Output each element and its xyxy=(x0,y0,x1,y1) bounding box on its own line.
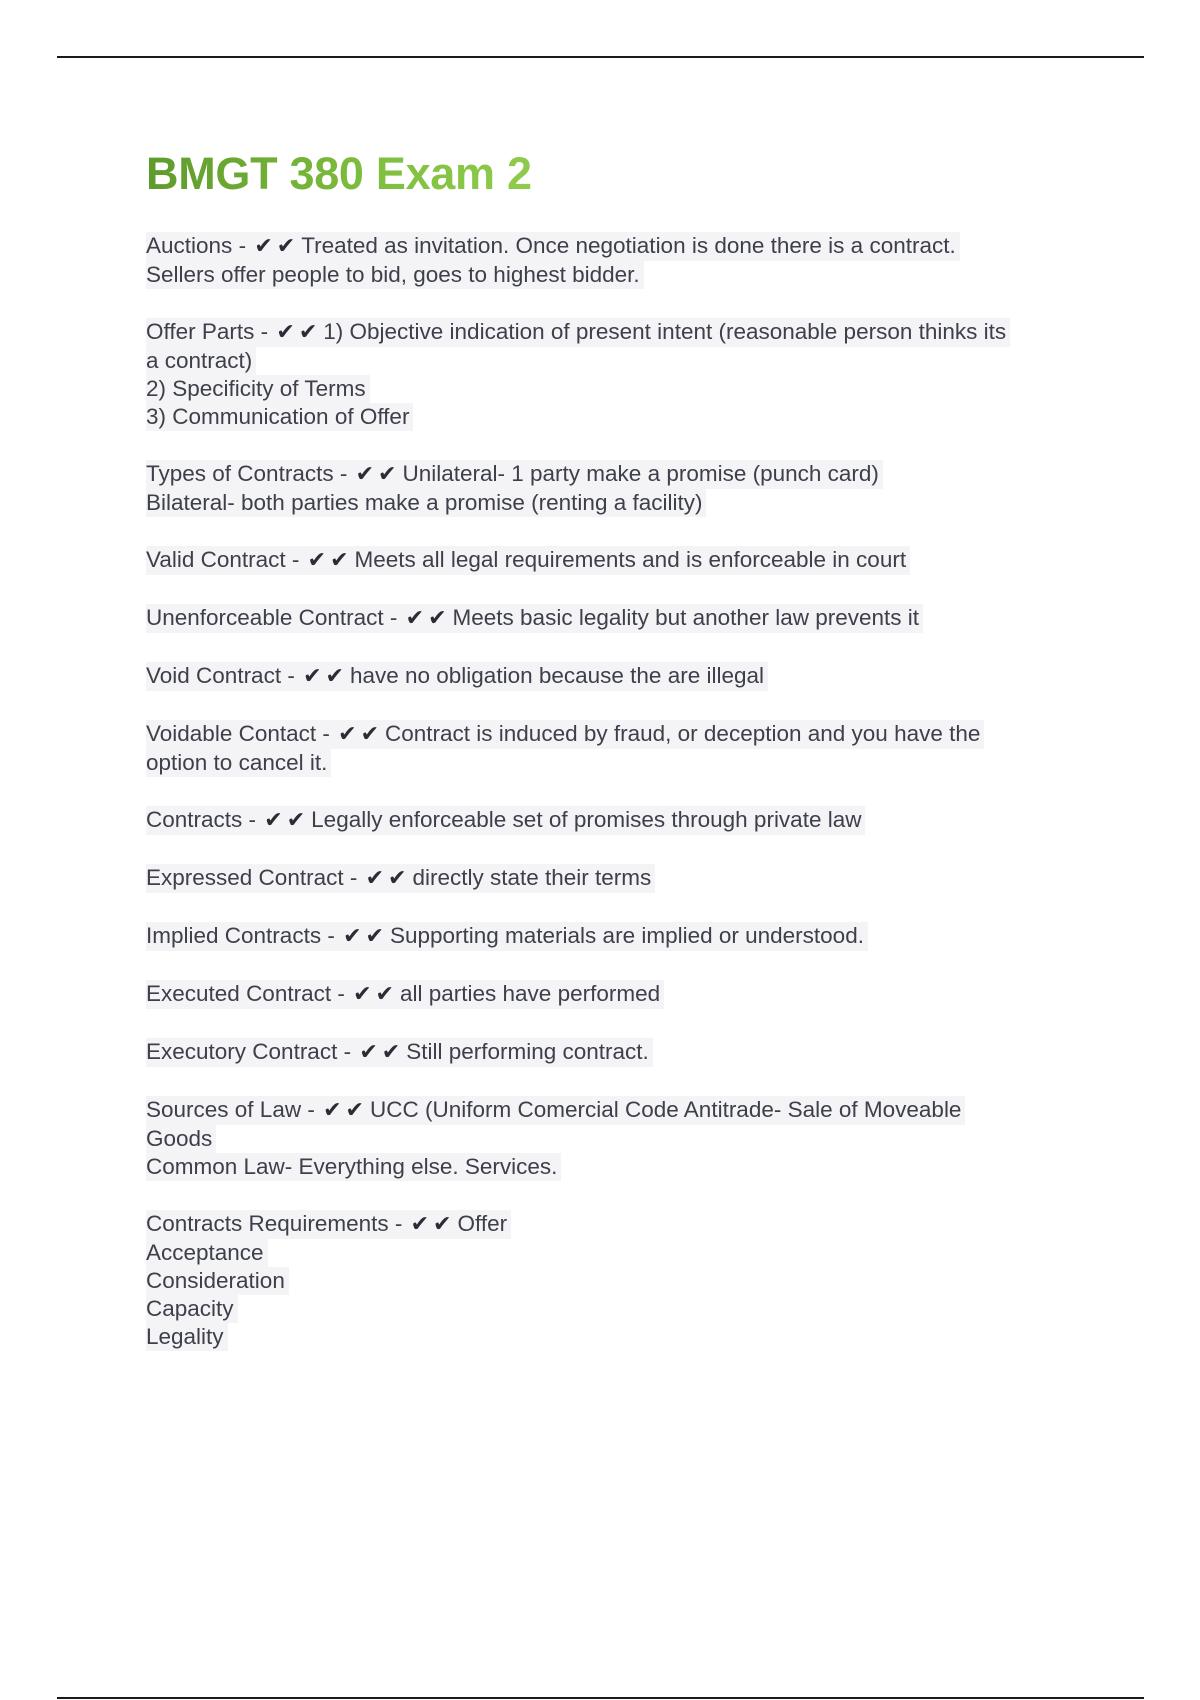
checkmark-icon: ✔ xyxy=(298,320,318,345)
checkmark-icon: ✔ xyxy=(365,866,385,891)
flashcard-entry xyxy=(146,980,1106,1009)
checkmark-icon: ✔ xyxy=(303,664,322,689)
checkmark-icon: ✔ xyxy=(325,664,344,689)
flashcard-term: Void Contract xyxy=(146,663,282,688)
flashcard-first-line xyxy=(146,864,655,893)
flashcard-entry xyxy=(146,546,1106,575)
flashcard-answer-text: Goods xyxy=(146,1126,213,1151)
flashcard-first-line xyxy=(146,232,960,261)
checkmark-icon: ✔ xyxy=(286,808,306,833)
flashcard-entry xyxy=(146,1038,1106,1067)
flashcard-answer-line xyxy=(146,261,644,289)
checkmark-icon: ✔ xyxy=(345,1098,364,1123)
checkmark-icon: ✔ xyxy=(410,1212,430,1237)
term-separator: - xyxy=(333,461,354,486)
flashcard-answer-line xyxy=(146,375,370,403)
checkmark-icon: ✔ xyxy=(433,1212,452,1237)
checkmark-icon: ✔ xyxy=(375,982,394,1007)
term-separator: - xyxy=(343,865,364,890)
flashcard-answer-text: Legally enforceable set of promises through private law xyxy=(311,807,862,832)
flashcard-term: Voidable Contact xyxy=(146,721,317,746)
flashcard-entry xyxy=(146,662,1106,691)
flashcard-answer-text: directly state their terms xyxy=(412,865,652,890)
flashcard-answer-text: UCC (Uniform Comercial Code Antitrade- Sale of Moveable xyxy=(369,1097,962,1122)
checkmark-icon: ✔ xyxy=(378,462,397,487)
double-check-icons xyxy=(357,1038,402,1067)
flashcard-entry xyxy=(146,1210,1106,1351)
flashcard-term: Contracts Requirements xyxy=(146,1211,389,1236)
double-check-icons xyxy=(404,604,449,633)
flashcard-first-line xyxy=(146,1210,511,1239)
flashcard-answer-text: Consideration xyxy=(146,1268,285,1293)
flashcard-answer-text: Common Law- Everything else. Services. xyxy=(146,1154,558,1179)
checkmark-icon: ✔ xyxy=(330,548,349,573)
term-separator: - xyxy=(383,605,404,630)
term-separator: - xyxy=(285,547,306,572)
checkmark-icon: ✔ xyxy=(254,234,273,259)
flashcard-answer-text: Bilateral- both parties make a promise (renting a facility) xyxy=(146,490,703,515)
flashcard-answer-text: 2) Specificity of Terms xyxy=(146,376,366,401)
checkmark-icon: ✔ xyxy=(323,1098,342,1123)
checkmark-icon: ✔ xyxy=(381,1040,401,1065)
flashcard-first-line xyxy=(146,318,1010,347)
double-check-icons xyxy=(274,318,319,347)
flashcard-term: Executed Contract xyxy=(146,981,332,1006)
double-check-icons xyxy=(306,546,351,575)
flashcard-first-line xyxy=(146,460,883,489)
flashcard-answer-text: a contract) xyxy=(146,348,253,373)
flashcard-answer-text: Treated as invitation. Once negotiation is done there is a contract. xyxy=(301,233,956,258)
flashcard-answer-line xyxy=(146,1239,268,1267)
flashcard-entry xyxy=(146,922,1106,951)
flashcard-answer-text: Meets basic legality but another law prevents it xyxy=(452,605,920,630)
flashcard-entry xyxy=(146,232,1106,289)
checkmark-icon: ✔ xyxy=(307,548,327,573)
flashcard-first-line xyxy=(146,720,984,749)
flashcard-term: Valid Contract xyxy=(146,547,286,572)
checkmark-icon: ✔ xyxy=(365,924,384,949)
term-separator: - xyxy=(254,319,275,344)
flashcard-entry xyxy=(146,864,1106,893)
flashcard-answer-text: Still performing contract. xyxy=(406,1039,649,1064)
flashcard-answer-text: Legality xyxy=(146,1324,224,1349)
checkmark-icon: ✔ xyxy=(355,462,375,487)
flashcard-entry xyxy=(146,806,1106,835)
flashcard-first-line xyxy=(146,546,910,575)
flashcard-answer-line xyxy=(146,1153,561,1181)
checkmark-icon: ✔ xyxy=(276,320,295,345)
flashcard-first-line xyxy=(146,1096,965,1125)
term-separator: - xyxy=(331,981,352,1006)
checkmark-icon: ✔ xyxy=(353,982,372,1007)
flashcard-answer-text: Offer xyxy=(457,1211,508,1236)
flashcard-entry xyxy=(146,318,1106,431)
flashcard-first-line xyxy=(146,1038,653,1067)
flashcard-answer-line xyxy=(146,1267,289,1295)
double-check-icons xyxy=(341,922,386,951)
flashcard-answer-line xyxy=(146,749,331,777)
double-check-icons xyxy=(321,1096,366,1125)
flashcard-answer-line xyxy=(146,347,256,375)
flashcard-list xyxy=(146,232,1106,1351)
double-check-icons xyxy=(336,720,381,749)
flashcard-answer-line xyxy=(146,1295,238,1323)
top-rule xyxy=(57,56,1144,58)
flashcard-answer-text: option to cancel it. xyxy=(146,750,328,775)
flashcard-entry xyxy=(146,1096,1106,1181)
flashcard-answer-text: Acceptance xyxy=(146,1240,264,1265)
flashcard-answer-text: Capacity xyxy=(146,1296,234,1321)
flashcard-term: Contracts xyxy=(146,807,243,832)
checkmark-icon: ✔ xyxy=(276,234,296,259)
flashcard-term: Executory Contract xyxy=(146,1039,338,1064)
flashcard-answer-text: 1) Objective indication of present intent (reasonable person thinks its xyxy=(323,319,1007,344)
flashcard-term: Expressed Contract xyxy=(146,865,344,890)
term-separator: - xyxy=(281,663,302,688)
flashcard-answer-text: all parties have performed xyxy=(399,981,661,1006)
flashcard-first-line xyxy=(146,662,768,691)
flashcard-first-line xyxy=(146,922,868,951)
flashcard-term: Implied Contracts xyxy=(146,923,322,948)
flashcard-entry xyxy=(146,460,1106,517)
checkmark-icon: ✔ xyxy=(343,924,362,949)
term-separator: - xyxy=(316,721,337,746)
flashcard-entry xyxy=(146,720,1106,777)
flashcard-answer-line xyxy=(146,1125,216,1153)
flashcard-answer-text: Contract is induced by fraud, or deception and you have the xyxy=(385,721,981,746)
checkmark-icon: ✔ xyxy=(264,808,283,833)
document-body xyxy=(146,146,1106,1380)
flashcard-term: Offer Parts xyxy=(146,319,255,344)
flashcard-answer-text: Supporting materials are implied or understood. xyxy=(389,923,864,948)
checkmark-icon: ✔ xyxy=(360,722,379,747)
flashcard-answer-text: Sellers offer people to bid, goes to highest bidder. xyxy=(146,262,640,287)
double-check-icons xyxy=(364,864,409,893)
term-separator: - xyxy=(232,233,253,258)
flashcard-answer-line xyxy=(146,403,413,431)
double-check-icons xyxy=(252,232,297,261)
checkmark-icon: ✔ xyxy=(359,1040,378,1065)
flashcard-answer-text: have no obligation because the are illegal xyxy=(349,663,765,688)
flashcard-answer-line xyxy=(146,489,706,517)
flashcard-answer-line xyxy=(146,1323,228,1351)
term-separator: - xyxy=(301,1097,322,1122)
checkmark-icon: ✔ xyxy=(405,606,425,631)
double-check-icons xyxy=(409,1210,454,1239)
checkmark-icon: ✔ xyxy=(388,866,407,891)
flashcard-first-line xyxy=(146,806,865,835)
term-separator: - xyxy=(337,1039,358,1064)
double-check-icons xyxy=(351,980,396,1009)
flashcard-term: Sources of Law xyxy=(146,1097,302,1122)
flashcard-answer-text: Unilateral- 1 party make a promise (punch card) xyxy=(402,461,879,486)
flashcard-term: Types of Contracts xyxy=(146,461,334,486)
document-title: BMGT 380 Exam 2 xyxy=(146,146,532,202)
flashcard-term: Auctions xyxy=(146,233,233,258)
flashcard-answer-text: Meets all legal requirements and is enforceable in court xyxy=(354,547,907,572)
term-separator: - xyxy=(242,807,263,832)
bottom-rule xyxy=(57,1697,1144,1699)
double-check-icons xyxy=(262,806,307,835)
term-separator: - xyxy=(321,923,342,948)
term-separator: - xyxy=(388,1211,409,1236)
flashcard-answer-text: 3) Communication of Offer xyxy=(146,404,410,429)
flashcard-entry xyxy=(146,604,1106,633)
flashcard-first-line xyxy=(146,604,923,633)
checkmark-icon: ✔ xyxy=(338,722,357,747)
double-check-icons xyxy=(354,460,399,489)
double-check-icons xyxy=(301,662,346,691)
flashcard-first-line xyxy=(146,980,664,1009)
flashcard-term: Unenforceable Contract xyxy=(146,605,384,630)
checkmark-icon: ✔ xyxy=(428,606,447,631)
